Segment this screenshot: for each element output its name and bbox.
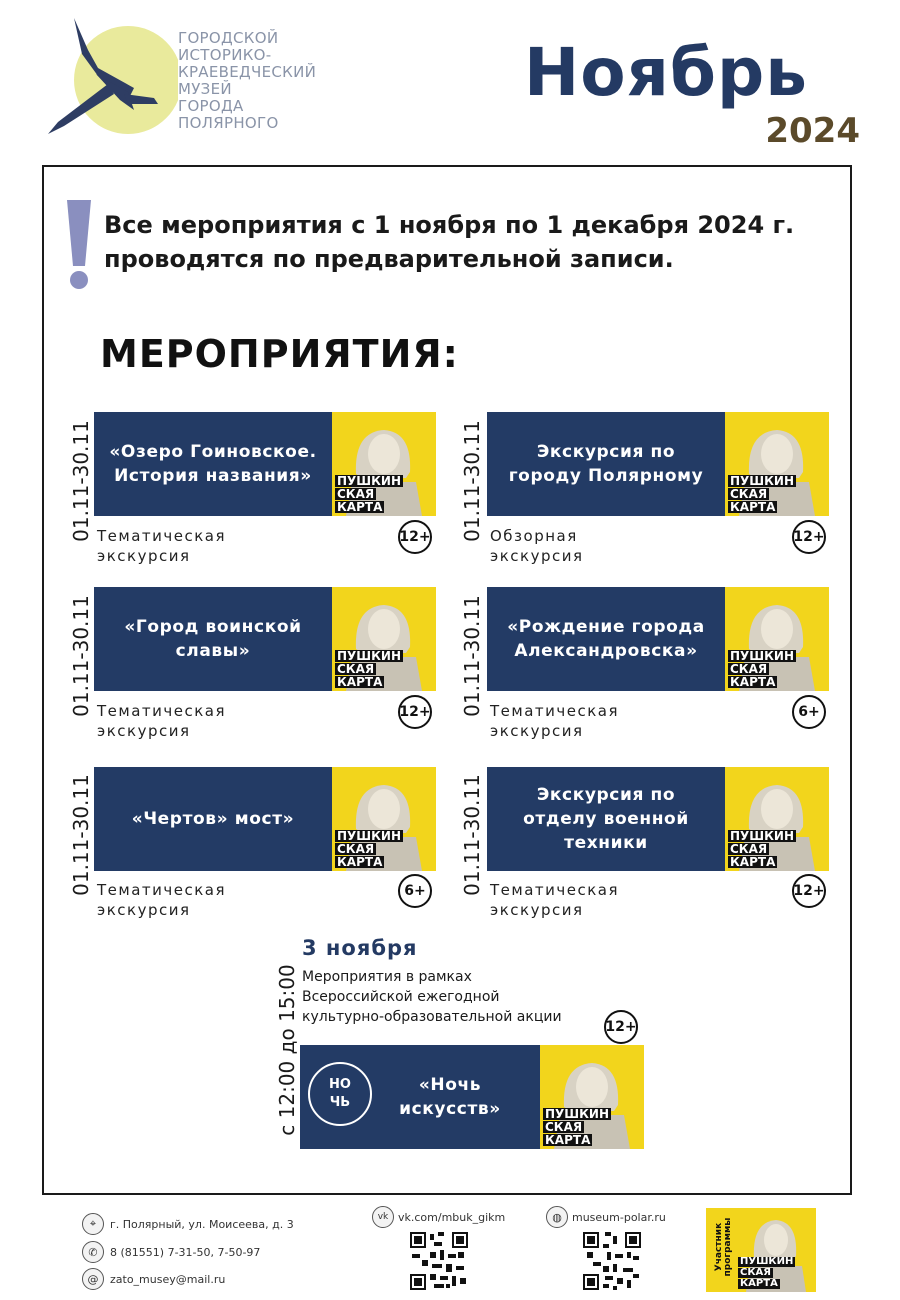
event-banner[interactable]: «Город воинской славы» [94,587,332,691]
event-date: 01.11-30.11 [460,420,484,542]
age-badge: 6+ [792,695,826,729]
special-event-description: Мероприятия в рамках Всероссийской ежегодной культурно-образовательной акции [302,969,562,1025]
age-badge: 12+ [398,520,432,554]
pushkin-card-logo: ПУШКИН СКАЯ КАРТА [540,1045,644,1149]
section-title: МЕРОПРИЯТИЯ: [100,332,459,376]
age-badge: 6+ [398,874,432,908]
event-type: Тематическая экскурсия [490,881,619,919]
globe-icon: ◍ [546,1206,568,1228]
event-banner[interactable]: «Рождение города Александровска» [487,587,725,691]
qr-code-website [583,1232,641,1290]
event-banner[interactable]: Экскурсия по отделу военной техники [487,767,725,871]
special-event-banner[interactable]: «Ночь искусств» [300,1045,540,1149]
special-event-time: с 12:00 до 15:00 [275,964,299,1136]
address-text: г. Полярный, ул. Моисеева, д. 3 [110,1218,294,1231]
email-link[interactable]: zato_musey@mail.ru [110,1273,226,1286]
event-type: Тематическая экскурсия [97,702,226,740]
event-banner[interactable]: «Чертов» мост» [94,767,332,871]
age-badge: 12+ [792,874,826,908]
event-type: Обзорная экскурсия [490,527,584,565]
pushkin-card-logo: ПУШКИН СКАЯ КАРТА [725,587,829,691]
pushkin-card-logo: ПУШКИН СКАЯ КАРТА [332,587,436,691]
event-banner[interactable]: Экскурсия по городу Полярному [487,412,725,516]
phone-icon: ✆ [82,1241,104,1263]
event-date: 01.11-30.11 [69,595,93,717]
event-type: Тематическая экскурсия [490,702,619,740]
vk-link[interactable]: vk.com/mbuk_gikm [398,1211,506,1224]
event-date: 01.11-30.11 [69,420,93,542]
pushkin-card-logo: ПУШКИН СКАЯ КАРТА [725,767,829,871]
pushkin-card-logo: ПУШКИН СКАЯ КАРТА [725,412,829,516]
exclamation-icon [64,196,94,292]
age-badge: 12+ [792,520,826,554]
phone-text: 8 (81551) 7-31-50, 7-50-97 [110,1246,261,1259]
special-event-date: 3 ноября [302,936,418,960]
night-of-arts-logo: НО ЧЬ [308,1062,372,1126]
event-date: 01.11-30.11 [460,595,484,717]
email-icon: @ [82,1268,104,1290]
museum-name: ГОРОДСКОЙ ИСТОРИКО- КРАЕВЕДЧЕСКИЙ МУЗЕЙ ГОРОДА ПОЛЯРНОГО [178,29,317,132]
event-type: Тематическая экскурсия [97,527,226,565]
month-title: Ноябрь [523,34,808,111]
year-label: 2024 [765,111,860,151]
museum-logo [38,14,178,139]
event-type: Тематическая экскурсия [97,881,226,919]
event-banner[interactable]: «Озеро Гоиновское. История названия» [94,412,332,516]
notice-text: Все мероприятия с 1 ноября по 1 декабря 2024 г. проводятся по предварительной записи. [104,211,795,273]
qr-code-vk [410,1232,468,1290]
event-date: 01.11-30.11 [460,774,484,896]
location-icon: ⌖ [82,1213,104,1235]
pushkin-card-logo: ПУШКИН СКАЯ КАРТА [332,412,436,516]
pushkin-program-badge: Участник программы ПУШКИН СКАЯ КАРТА [706,1208,816,1292]
vk-icon: vk [372,1206,394,1228]
website-link[interactable]: museum-polar.ru [572,1211,666,1224]
age-badge: 12+ [398,695,432,729]
event-date: 01.11-30.11 [69,774,93,896]
age-badge: 12+ [604,1010,638,1044]
pushkin-card-logo: ПУШКИН СКАЯ КАРТА [332,767,436,871]
